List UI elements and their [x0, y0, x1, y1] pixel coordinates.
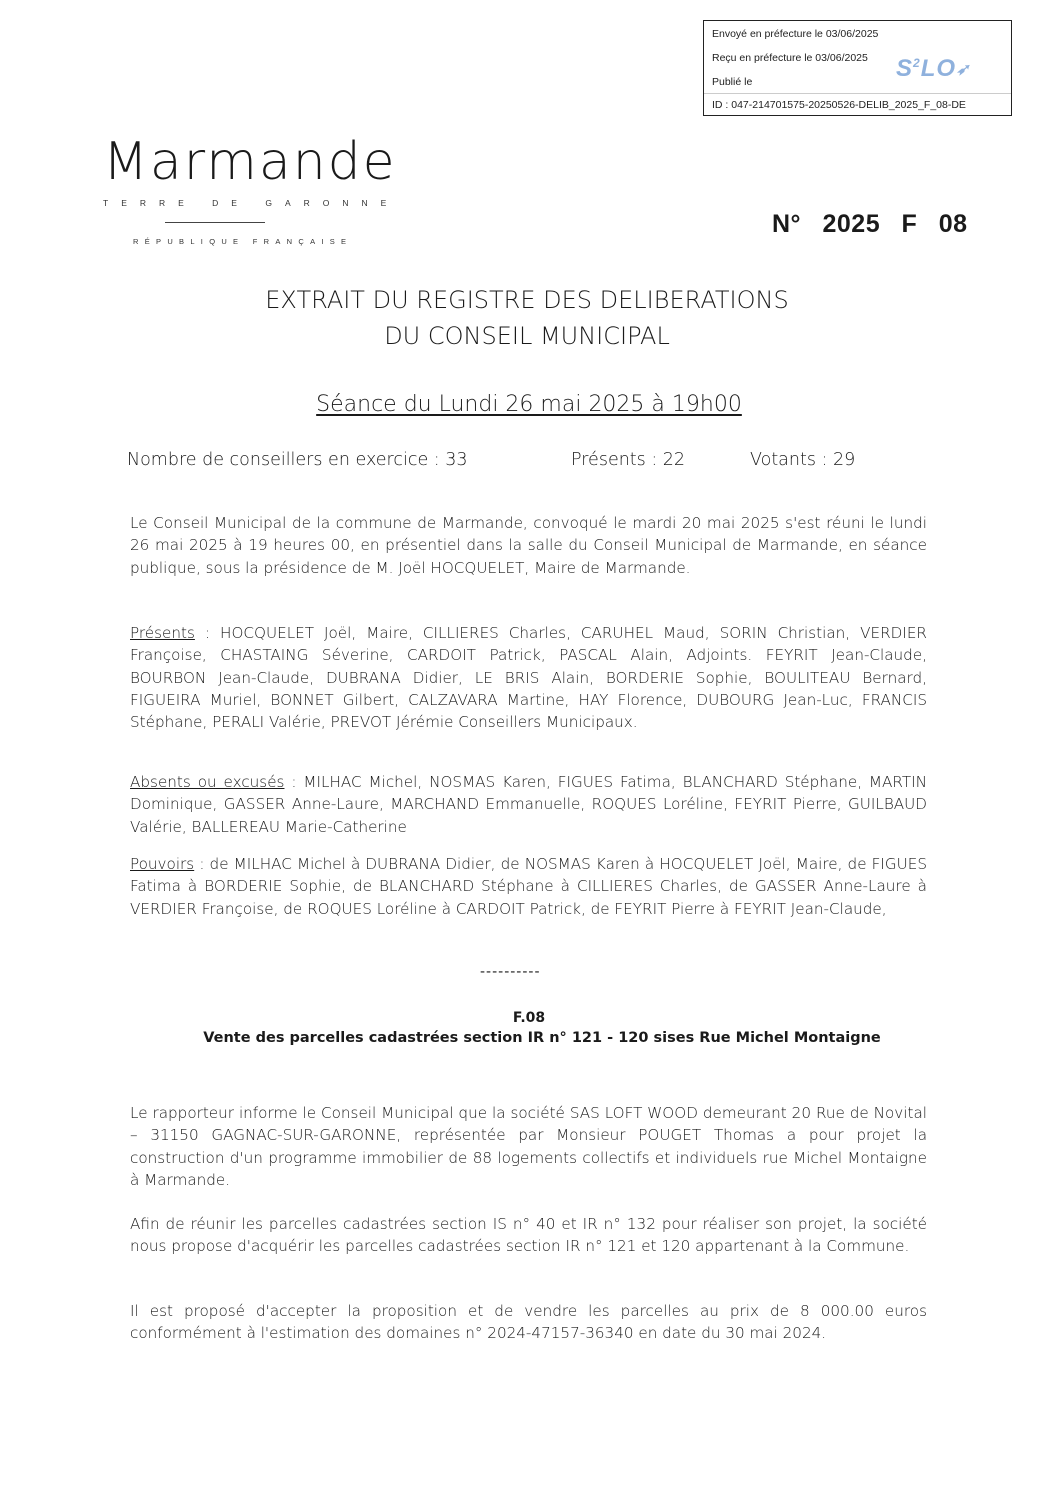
s2lo-logo: $S^2LO➶$	[896, 55, 971, 82]
count-presents: Présents : 22	[571, 450, 686, 470]
session-heading	[0, 392, 1058, 417]
absents-label: Absents ou excusés	[130, 773, 285, 791]
session-date: Séance du Lundi 26 mai 2025 à 19h00	[316, 392, 742, 417]
absents-text: : MILHAC Michel, NOSMAS Karen, FIGUES Fatima, BLANCHARD Stéphane, MARTIN Dominique, GASSER Anne-Laure, MARCHAND Emmanuelle, ROQUES Loréline, FEYRIT Pierre, GUILBAUD Valérie, BALLEREAU Marie-Catherine	[130, 773, 927, 836]
pouvoirs-label: Pouvoirs	[130, 855, 195, 873]
stamp-id: ID : 047-214701575-20250526-DELIB_2025_F_08-DE	[712, 99, 966, 111]
item-title: Vente des parcelles cadastrées section IR n° 121 - 120 sises Rue Michel Montaigne	[203, 1030, 881, 1046]
absents-paragraph	[130, 771, 927, 838]
body-paragraph-1: Le rapporteur informe le Conseil Municipal que la société SAS LOFT WOOD demeurant 20 Rue de Novital – 31150 GAGNAC-SUR-GARONNE, représentée par Monsieur POUGET Thomas a pour projet la construction d'un programme immobilier de 88 logements collectifs et individuels rue Michel Montaigne à Marmande.	[130, 1104, 927, 1189]
item-code: F.08	[512, 1010, 546, 1026]
marmande-logo	[103, 132, 400, 246]
section-separator: ----------	[480, 964, 541, 980]
prefecture-stamp	[703, 20, 1012, 116]
count-votants: Votants : 29	[750, 450, 856, 470]
presents-text: : HOCQUELET Joël, Maire, CILLIERES Charles, CARUHEL Maud, SORIN Christian, VERDIER Françoise, CHASTAING Séverine, CARDOIT Patrick, PASCAL Alain, Adjoints. FEYRIT Jean-Claude, BOURBON Jean-Claude, DUBRANA Didier, LE BRIS Alain, BORDERIE Sophie, BOULITEAU Bernard, FIGUEIRA Muriel, BONNET Gilbert, CALZAVARA Martine, HAY Florence, DUBOURG Jean-Luc, FRANCIS Stéphane, PERALI Valérie, PREVOT Jérémie Conseillers Municipaux.	[130, 624, 927, 732]
intro-paragraph: Le Conseil Municipal de la commune de Marmande, convoqué le mardi 20 mai 2025 s'est réuni le lundi 26 mai 2025 à 19 heures 00, en présentiel dans la salle du Conseil Municipal de Marmande, en séance publique, sous la présidence de M. Joël HOCQUELET, Maire de Marmande.	[130, 514, 927, 577]
logo-tagline: TERRE DE GARONNE	[103, 198, 400, 208]
presents-paragraph	[130, 622, 927, 733]
document-title-line1: EXTRAIT DU REGISTRE DES DELIBERATIONS	[265, 286, 789, 314]
pouvoirs-text: : de MILHAC Michel à DUBRANA Didier, de NOSMAS Karen à HOCQUELET Joël, Maire, de FIGUES Fatima à BORDERIE Sophie, de BLANCHARD Stéphane à CILLIERES Charles, de GASSER Anne-Laure à VERDIER Françoise, de ROQUES Loréline à CARDOIT Patrick, de FEYRIT Pierre à FEYRIT Jean-Claude,	[130, 855, 927, 918]
document-title-line2: DU CONSEIL MUNICIPAL	[384, 322, 670, 350]
logo-republic: RÉPUBLIQUE FRANÇAISE	[133, 237, 353, 246]
stamp-divider	[704, 93, 1011, 94]
logo-wordmark: Marmande	[103, 132, 397, 192]
presents-label: Présents	[130, 624, 195, 642]
stamp-published: Publié le	[712, 76, 753, 88]
count-exercice: Nombre de conseillers en exercice : 33	[127, 450, 468, 470]
stamp-sent: Envoyé en préfecture le 03/06/2025	[712, 28, 879, 40]
body-paragraph-2: Afin de réunir les parcelles cadastrées section IS n° 40 et IR n° 132 pour réaliser son projet, la société nous propose d'acquérir les parcelles cadastrées section IR n° 121 et 120 appartenant à la Commune.	[130, 1215, 927, 1256]
logo-divider	[165, 222, 265, 223]
stamp-received: Reçu en préfecture le 03/06/2025	[712, 52, 868, 64]
pouvoirs-paragraph	[130, 853, 927, 920]
body-paragraph-3: Il est proposé d'accepter la proposition et de vendre les parcelles au prix de 8 000.00 euros conformément à l'estimation des domaines n° 2024-47157-36340 en date du 30 mai 2024.	[130, 1302, 927, 1343]
document-number: N° 2025 F 08	[772, 210, 968, 238]
